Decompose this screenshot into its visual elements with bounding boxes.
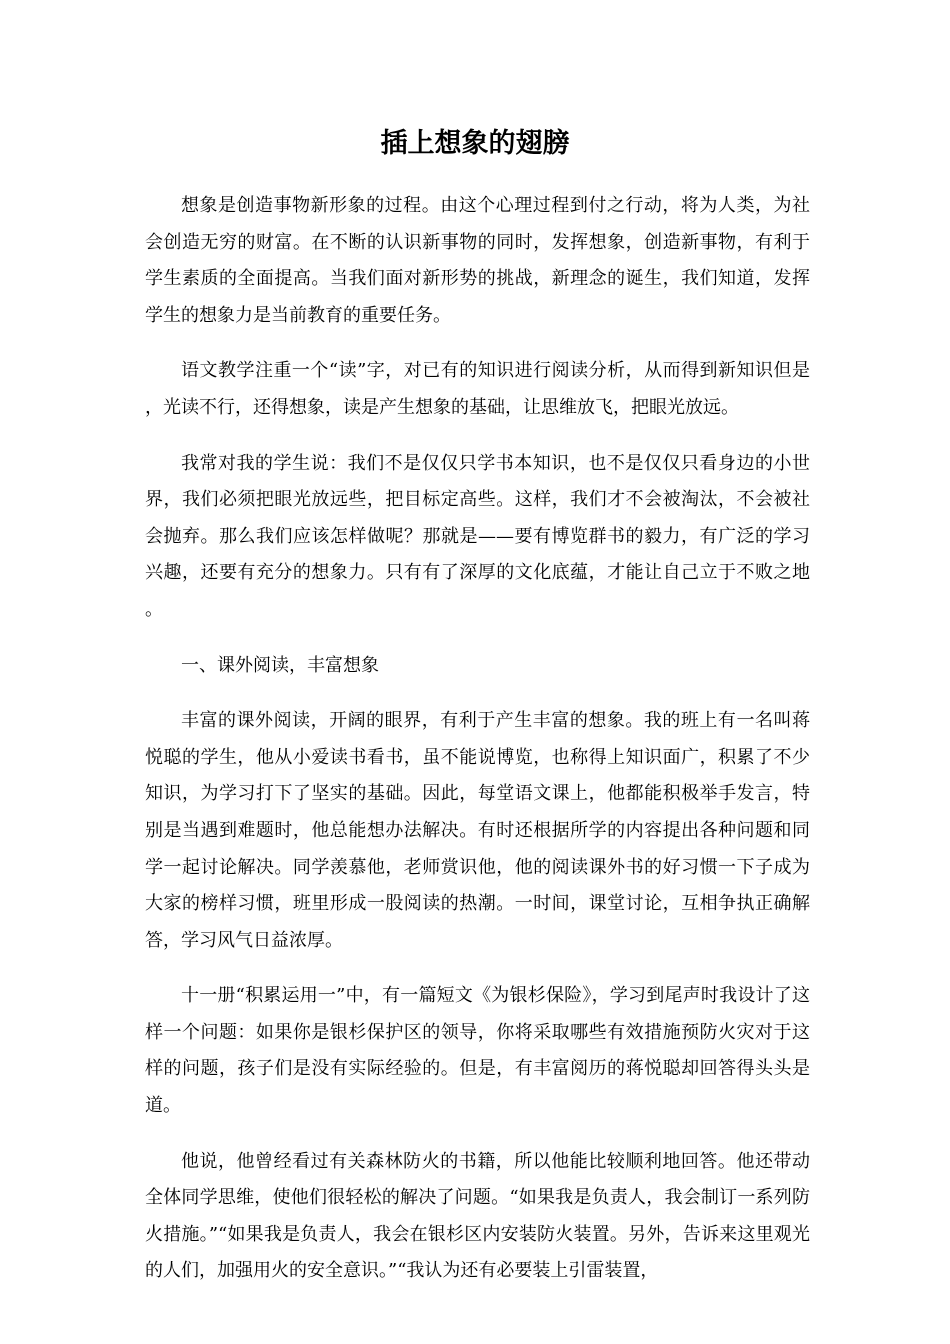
section-heading: 一、课外阅读，丰富想象 [181, 654, 379, 676]
paragraph-intro: 想象是创造事物新形象的过程。由这个心理过程到付之行动，将为人类，为社会创造无穷的财富。在不断的认识新事物的同时，发挥想象，创造新事物，有利于学生素质的全面提高。当我们面对新形势的挑战，新理念的诞生，我们知道，发挥学生的想象力是当前教育的重要任务。 [145, 195, 810, 326]
paragraph-students: 我常对我的学生说：我们不是仅仅只学书本知识，也不是仅仅只看身边的小世界，我们必须把眼光放远些，把目标定高些。这样，我们才不会被淘汰，不会被社会抛弃。那么我们应该怎样做呢？那就是——要有博览群书的毅力，有广泛的学习兴趣，还要有充分的想象力。只有有了深厚的文化底蕴，才能让自己立于不败之地。 [145, 452, 810, 620]
document-title: 插上想象的翅膀 [380, 128, 570, 159]
paragraph-reading: 语文教学注重一个“读”字，对已有的知识进行阅读分析，从而得到新知识但是，光读不行，还得想象，读是产生想象的基础，让思维放飞，把眼光放远。 [145, 360, 810, 418]
document-body [145, 188, 810, 1309]
paragraph-lesson-example: 十一册“积累运用一”中，有一篇短文《为银杉保险》，学习到尾声时我设计了这样一个问题：如果你是银杉保护区的领导，你将采取哪些有效措施预防火灾对于这样的问题，孩子们是没有实际经验的。但是，有丰富阅历的蒋悦聪却回答得头头是道。 [145, 985, 810, 1117]
paragraph-answer: 他说，他曾经看过有关森林防火的书籍，所以他能比较顺利地回答。他还带动全体同学思维，使他们很轻松的解决了问题。“如果我是负责人，我会制订一系列防火措施。”“如果我是负责人，我会在银杉区内安装防火装置。另外，告诉来这里观光的人们，加强用火的安全意识。”“我认为还有必要装上引雷装置， [145, 1150, 810, 1282]
paragraph-extracurricular: 丰富的课外阅读，开阔的眼界，有利于产生丰富的想象。我的班上有一名叫蒋悦聪的学生，他从小爱读书看书，虽不能说博览，也称得上知识面广，积累了不少知识，为学习打下了坚实的基础。因此，每堂语文课上，他都能积极举手发言，特别是当遇到难题时，他总能想办法解决。有时还根据所学的内容提出各种问题和同学一起讨论解决。同学羡慕他，老师赏识他，他的阅读课外书的好习惯一下子成为大家的榜样习惯，班里形成一股阅读的热潮。一时间，课堂讨论，互相争执正确解答，学习风气日益浓厚。 [145, 710, 810, 951]
